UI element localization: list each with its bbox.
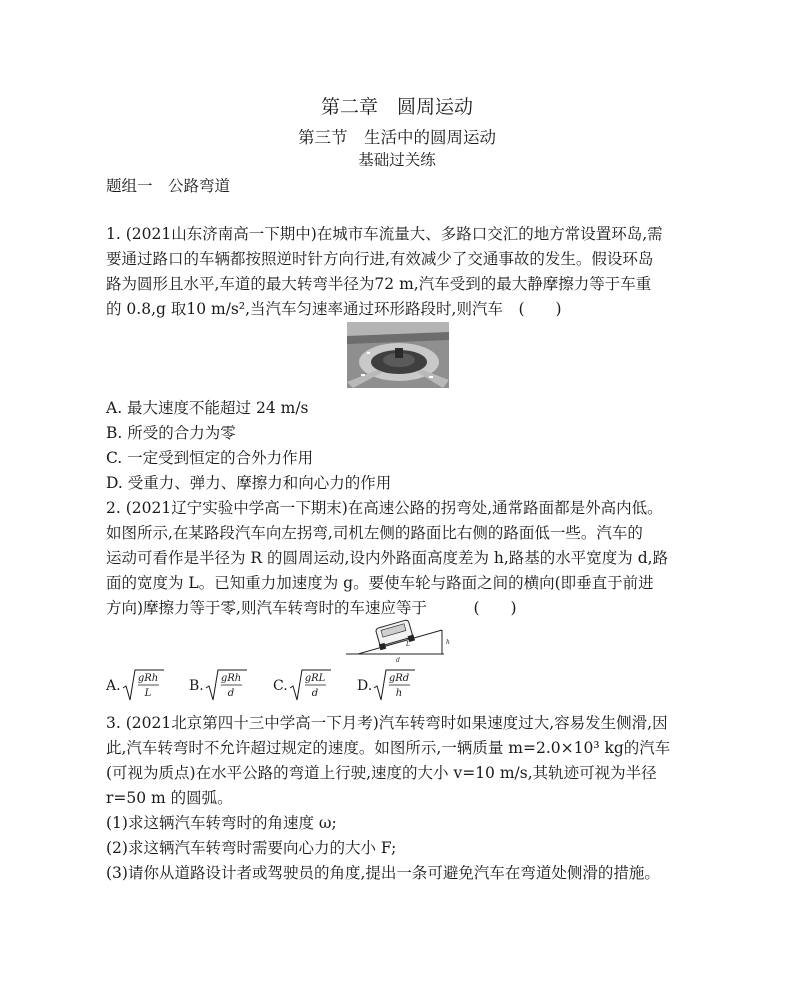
q2-line: 2. (2021辽宁实验中学高一下期末)在高速公路的拐弯处,通常路面都是外高内低。	[106, 499, 663, 517]
q2-line: 方向)摩擦力等于零,则汽车转弯时的车速应等于 ( )	[106, 599, 517, 617]
denominator: h	[395, 688, 403, 699]
q3-part-2: (2)求这辆汽车转弯时需要向心力的大小 F;	[106, 839, 397, 857]
label-L: L	[406, 641, 410, 648]
q2-line: 面的宽度为 L。已知重力加速度为 g。要使车轮与路面之间的横向(即垂直于前进	[106, 574, 654, 592]
numerator: gRL	[304, 673, 326, 684]
q3-part-1: (1)求这辆汽车转弯时的角速度 ω;	[106, 814, 337, 832]
numerator: gRh	[137, 673, 159, 684]
chapter-title: 第二章 圆周运动	[320, 96, 473, 118]
q3-line: r=50 m 的圆弧。	[106, 789, 233, 807]
q2-option-a	[106, 668, 166, 704]
q1-option-b: B. 所受的合力为零	[106, 424, 236, 442]
denominator: d	[311, 688, 319, 699]
numerator: gRh	[220, 673, 242, 684]
group-heading: 题组一 公路弯道	[106, 177, 231, 195]
option-letter: B.	[189, 678, 204, 694]
q1-option-c: C. 一定受到恒定的合外力作用	[106, 449, 314, 467]
q1-line: 1. (2021山东济南高一下期中)在城市车流量大、多路口交汇的地方常设置环岛,需	[106, 225, 663, 243]
option-letter: D.	[357, 678, 373, 694]
q3-part-3: (3)请你从道路设计者或驾驶员的角度,提出一条可避免汽车在弯道处侧滑的措施。	[106, 864, 660, 882]
q1-option-a: A. 最大速度不能超过 24 m/s	[106, 399, 309, 417]
option-letter: A.	[106, 678, 121, 694]
q3-line: (可视为质点)在水平公路的弯道上行驶,速度的大小 v=10 m/s,其轨迹可视为半径	[106, 764, 657, 782]
practice-heading: 基础过关练	[358, 151, 436, 169]
q3-line: 3. (2021北京第四十三中学高一下月考)汽车转弯时如果速度过大,容易发生侧滑,因	[106, 714, 668, 732]
denominator: d	[227, 688, 235, 699]
numerator: gRd	[388, 673, 410, 684]
q2-option-b	[189, 668, 249, 704]
q2-line: 运动可看作是半径为 R 的圆周运动,设内外路面高度差为 h,路基的水平宽度为 d,路	[106, 549, 669, 567]
roundabout-photo	[347, 322, 449, 388]
banked-road-figure	[344, 614, 464, 664]
q2-option-c	[273, 668, 333, 704]
q3-line: 此,汽车转弯时不允许超过规定的速度。如图所示,一辆质量 m=2.0×10³ kg的汽车	[106, 739, 671, 757]
q1-line: 的 0.8,g 取10 m/s²,当汽车匀速率通过环形路段时,则汽车 ( )	[106, 300, 562, 318]
section-title: 第三节 生活中的圆周运动	[298, 128, 496, 147]
q1-option-d: D. 受重力、弹力、摩擦力和向心力的作用	[106, 474, 392, 492]
denominator: L	[144, 688, 152, 699]
q1-line: 路为圆形且水平,车道的最大转弯半径为72 m,汽车受到的最大静摩擦力等于车重	[106, 275, 652, 293]
q2-line: 如图所示,在某路段汽车向左拐弯,司机左侧的路面比右侧的路面低一些。汽车的	[106, 524, 643, 542]
option-letter: C.	[273, 678, 288, 694]
q1-line: 要通过路口的车辆都按照逆时针方向行进,有效减少了交通事故的发生。假设环岛	[106, 250, 654, 268]
q2-option-d	[357, 668, 417, 704]
label-h: h	[446, 639, 450, 646]
label-d: d	[396, 657, 400, 664]
